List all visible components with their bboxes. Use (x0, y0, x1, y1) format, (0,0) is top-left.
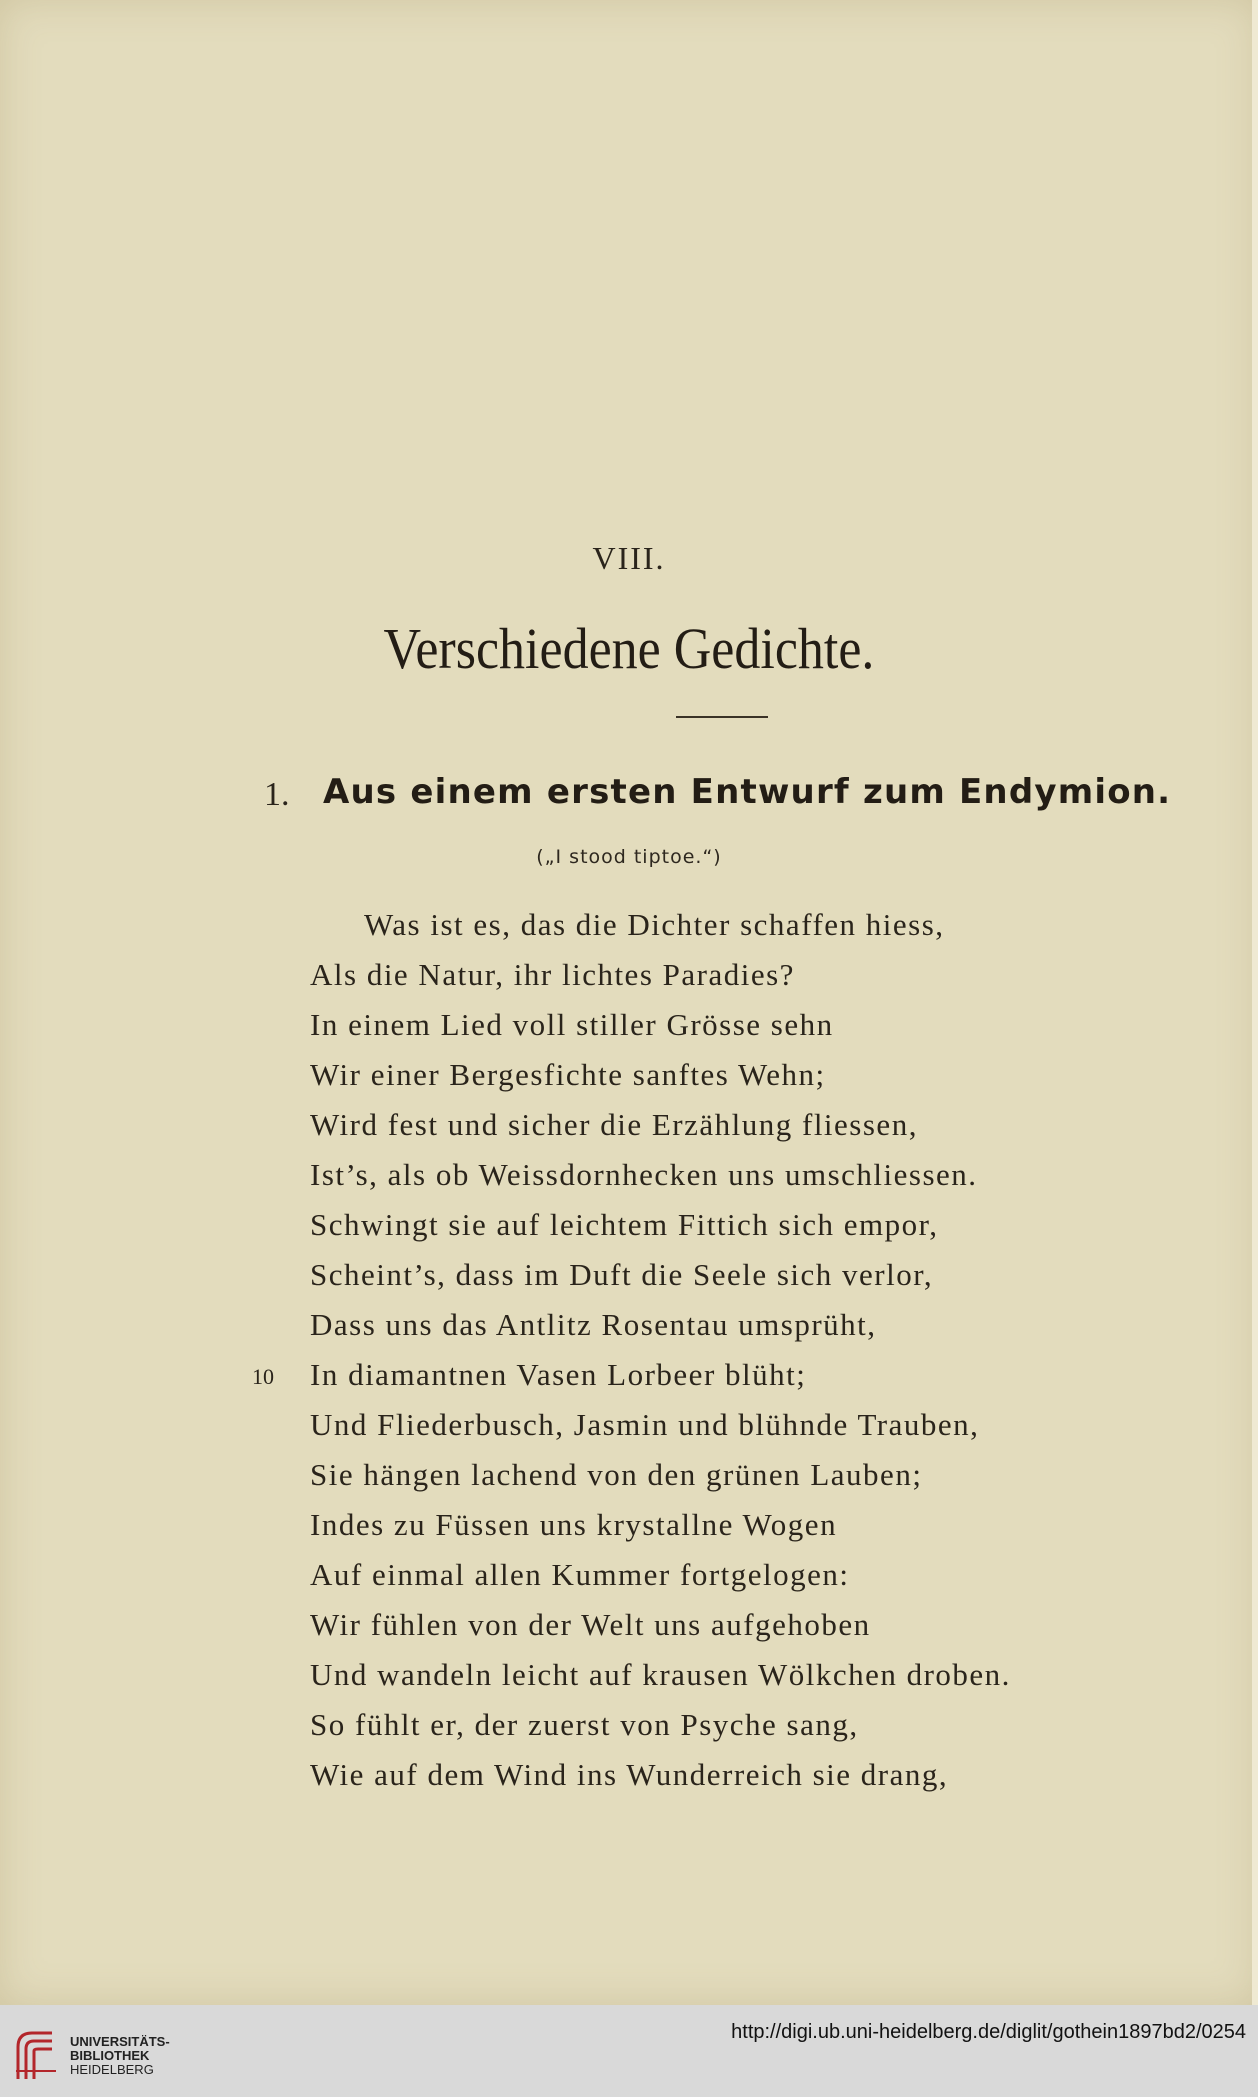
library-name (70, 2035, 170, 2077)
poem-title: Aus einem ersten Entwurf zum Endymion. (323, 772, 1172, 812)
verse-line: Was ist es, das die Dichter schaffen hiess, (364, 907, 945, 942)
section-title: Verschiedene Gedichte. (383, 617, 875, 682)
verse-line: So fühlt er, der zuerst von Psyche sang, (310, 1707, 859, 1742)
line-number: 10 (252, 1364, 274, 1389)
verse-line: Und wandeln leicht auf krausen Wölkchen droben. (310, 1657, 1011, 1692)
verse-line: In einem Lied voll stiller Grösse sehn (310, 1007, 834, 1042)
verse-line: Ist’s, als ob Weissdornhecken uns umschliessen. (310, 1157, 978, 1192)
verse-line: Dass uns das Antlitz Rosentau umsprüht, (310, 1307, 877, 1342)
verse-line: Auf einmal allen Kummer fortgelogen: (310, 1557, 850, 1592)
verse-line: Als die Natur, ihr lichtes Paradies? (310, 957, 795, 992)
verse-line-10 (252, 1350, 1011, 1400)
poem-number: 1. (264, 776, 290, 813)
source-url-link[interactable]: http://digi.ub.uni-heidelberg.de/diglit/gothein1897bd2/0254 (731, 2021, 1246, 2043)
verse-line: Sie hängen lachend von den grünen Lauben; (310, 1457, 923, 1492)
verse-text: In diamantnen Vasen Lorbeer blüht; (310, 1357, 807, 1392)
library-logo-icon (12, 2027, 60, 2081)
section-number: VIII. (592, 540, 666, 576)
verse-line: Indes zu Füssen uns krystallne Wogen (310, 1507, 838, 1542)
poem-verses (252, 900, 1011, 1800)
verse-line: Scheint’s, dass im Duft die Seele sich verlor, (310, 1257, 934, 1292)
verse-line: Schwingt sie auf leichtem Fittich sich empor, (310, 1207, 939, 1242)
verse-line: Wird fest und sicher die Erzählung fliessen, (310, 1107, 918, 1142)
verse-line: Wie auf dem Wind ins Wunderreich sie drang, (310, 1757, 949, 1792)
library-name-line2: BIBLIOTHEK (70, 2048, 150, 2063)
library-name-line3: HEIDELBERG (70, 2062, 154, 2077)
verse-line: Wir fühlen von der Welt uns aufgehoben (310, 1607, 871, 1642)
page-edge (1252, 0, 1258, 2005)
verse-line: Wir einer Bergesfichte sanftes Wehn; (310, 1057, 826, 1092)
library-name-line1: UNIVERSITÄTS- (70, 2034, 170, 2049)
footer-bar (0, 2005, 1258, 2097)
poem-subtitle: („I stood tiptoe.“) (536, 846, 722, 868)
verse-line: Und Fliederbusch, Jasmin und blühnde Trauben, (310, 1407, 980, 1442)
title-divider (676, 716, 768, 718)
